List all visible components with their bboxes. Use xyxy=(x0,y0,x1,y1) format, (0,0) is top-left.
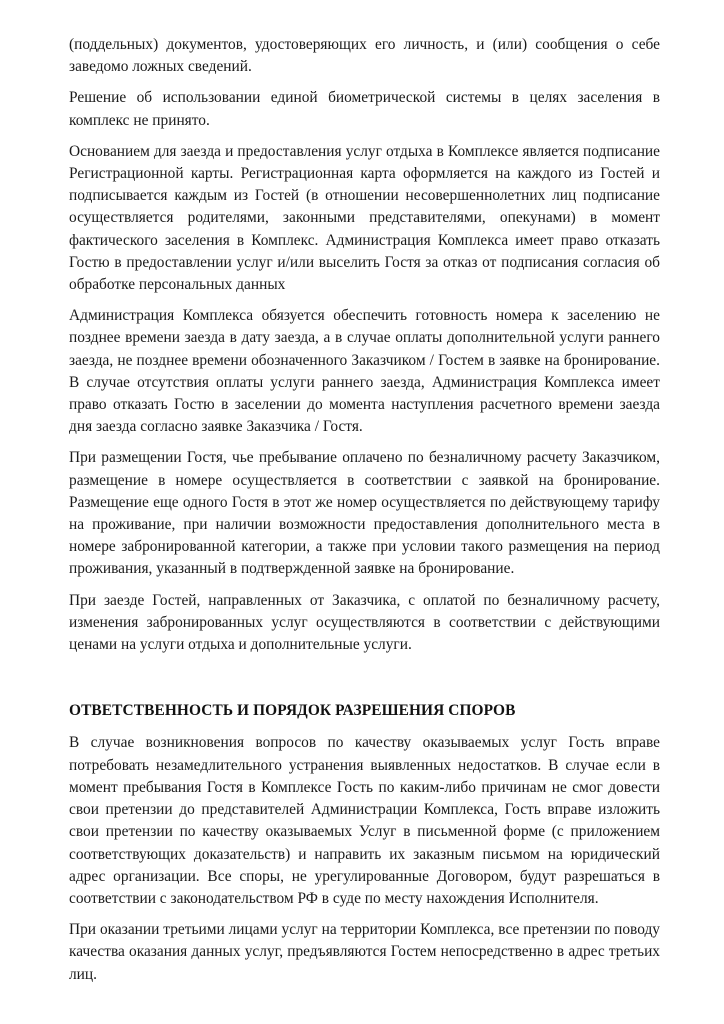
paragraph-false-documents: (поддельных) документов, удостоверяющих его личность, и (или) сообщения о себе заведомо ложных сведений. xyxy=(69,36,660,76)
paragraph-quality-claims: В случае возникновения вопросов по качеству оказываемых услуг Гость вправе потребовать незамедлительного устранения выявленных недостатков. В случае если в момент пребывания Гостя в Комплексе Гость по каким-либо причинам не смог довести свои претензии до представителей Администрации Комплекса, Гость вправе изложить свои претензии по качеству оказываемых Услуг в письменной форме (с приложением соответствующих доказательств) и направить их заказным письмом на юридический адрес организации. Все споры, не урегулированные Договором, будут разрешаться в соответствии с законодательством РФ в суде по месту нахождения Исполнителя. xyxy=(69,734,660,907)
paragraph-guest-placement: При размещении Гостя, чье пребывание оплачено по безналичному расчету Заказчиком, размещение в номере осуществляется в соответствии с заявкой на бронирование. Размещение еще одного Гостя в этот же номер осуществляется по действующему тарифу на проживание, при наличии возможности предоставления дополнительного места в номере забронированной категории, а также при условии такого размещения на период проживания, указанный в подтвержденной заявке на бронирование. xyxy=(69,449,660,578)
document-page xyxy=(69,34,660,995)
paragraph-booking-changes: При заезде Гостей, направленных от Заказчика, с оплатой по безналичному расчету, изменения забронированных услуг осуществляются в соответствии с действующими ценами на услуги отдыха и дополнительные услуги. xyxy=(69,591,660,654)
paragraph-room-readiness: Администрация Комплекса обязуется обеспечить готовность номера к заселению не позднее времени заезда в дату заезда, а в случае оплаты дополнительной услуги раннего заезда, не позднее времени обозначенного Заказчиком / Гостем в заявке на бронирование. В случае отсутствия оплаты услуги раннего заезда, Администрация Комплекса имеет право отказать Гостю в заселении до момента наступления расчетного времени заезда дня заезда согласно заявке Заказчика / Гостя. xyxy=(69,307,660,436)
paragraph-third-party-claims: При оказании третьими лицами услуг на территории Комплекса, все претензии по поводу качества оказания данных услуг, предъявляются Гостем непосредственно в адрес третьих лиц. xyxy=(69,921,660,983)
paragraph-biometric-system: Решение об использовании единой биометрической системы в целях заселения в комплекс не принято. xyxy=(69,89,660,129)
section-heading-liability: ОТВЕТСТВЕННОСТЬ И ПОРЯДОК РАЗРЕШЕНИЯ СПОРОВ xyxy=(69,702,516,720)
paragraph-registration-card: Основанием для заезда и предоставления услуг отдыха в Комплексе является подписание Регистрационной карты. Регистрационная карта оформляется на каждого из Гостей и подписывается каждым из Гостей (в отношении несовершеннолетних лиц подписание осуществляется родителями, законными представителями, опекунами) в момент фактического заселения в Комплекс. Администрация Комплекса имеет право отказать Гостю в предоставлении услуг и/или выселить Гостя за отказ от подписания согласия об обработке персональных данных xyxy=(69,142,660,294)
